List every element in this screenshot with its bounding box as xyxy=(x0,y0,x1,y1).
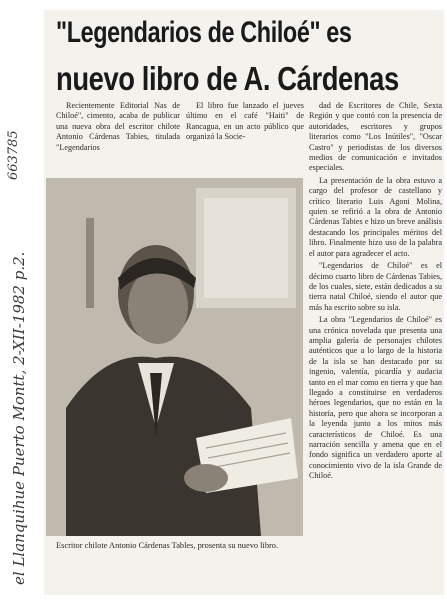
source-note: el Llanquihue Puerto Montt, 2-XII-1982 p.2. xyxy=(10,251,28,585)
article-column-1 xyxy=(56,101,180,155)
handwritten-annotation xyxy=(0,0,45,600)
paragraph: La presentación de la obra estuvo a cargo del profesor de castellano y crítico literario Luis Agoni Molina, quien se refirió a la obra de Antonio Cárdenas Tabies e hizo un breve análisis destacando los principales méritos del libro. Finalmente hizo uso de la palabra el autor para agradecer el acto. xyxy=(309,175,442,258)
article-column-3 xyxy=(309,101,442,484)
paragraph: El libro fue lanzado el jueves último en el café "Haiti" de Rancagua, en un acto público que organizó la Socie- xyxy=(186,101,304,142)
paragraph: "Legendarios de Chiloé" es el décimo cuarto libro de Cárdenas Tabies, de los cuales, siete, están dedicados a su tierra natal Chiloé, siendo el autor que más ha escrito sobre su isla. xyxy=(309,261,442,312)
photo-caption: Escritor chilote Antonio Cárdenas Tables, prosenta su nuevo libro. xyxy=(56,541,279,550)
archive-code: 663785 xyxy=(6,130,21,180)
author-photo xyxy=(46,178,303,536)
paragraph: dad de Escritores de Chile, Sexta Región y que contó con la presencia de autoridades, escritores y grupos literarios como "Los Inútiles", "Oscar Castro" y periodistas de los diversos medios de comunicación e invitados especiales. xyxy=(309,101,442,173)
article-column-2 xyxy=(186,101,304,145)
paragraph: Recientemente Editorial Nas de Chiloé", cimento, acaba de publicar una nueva obra del escritor chilote Antonio Cárdenas Tabies, titulada "Legendarios xyxy=(56,101,180,152)
headline-line-1: "Legendarios de Chiloé" es xyxy=(56,16,352,49)
headline-line-2: nuevo libro de A. Cárdenas xyxy=(56,60,399,97)
paragraph: La obra "Legendarios de Chiloé" es una crónica novelada que presenta una amplia galería de personajes chilotes auténticos que a lo largo de la historia de la isla se han destacado por su ingenio, valentía, picardía y audacia tanto en el mar como en tierra y que han llegado a constituirse en verdaderos héroes legendarios, que no están en la historia, pero que ahora se incorporan a la leyenda junto a los mitos más característicos de Chiloé. Es una narración sencilla y amena que en el fondo significa un verdadero aporte al conocimiento vivo de la isla Grande de Chiloé. xyxy=(309,315,442,481)
photo-illustration xyxy=(46,178,303,536)
